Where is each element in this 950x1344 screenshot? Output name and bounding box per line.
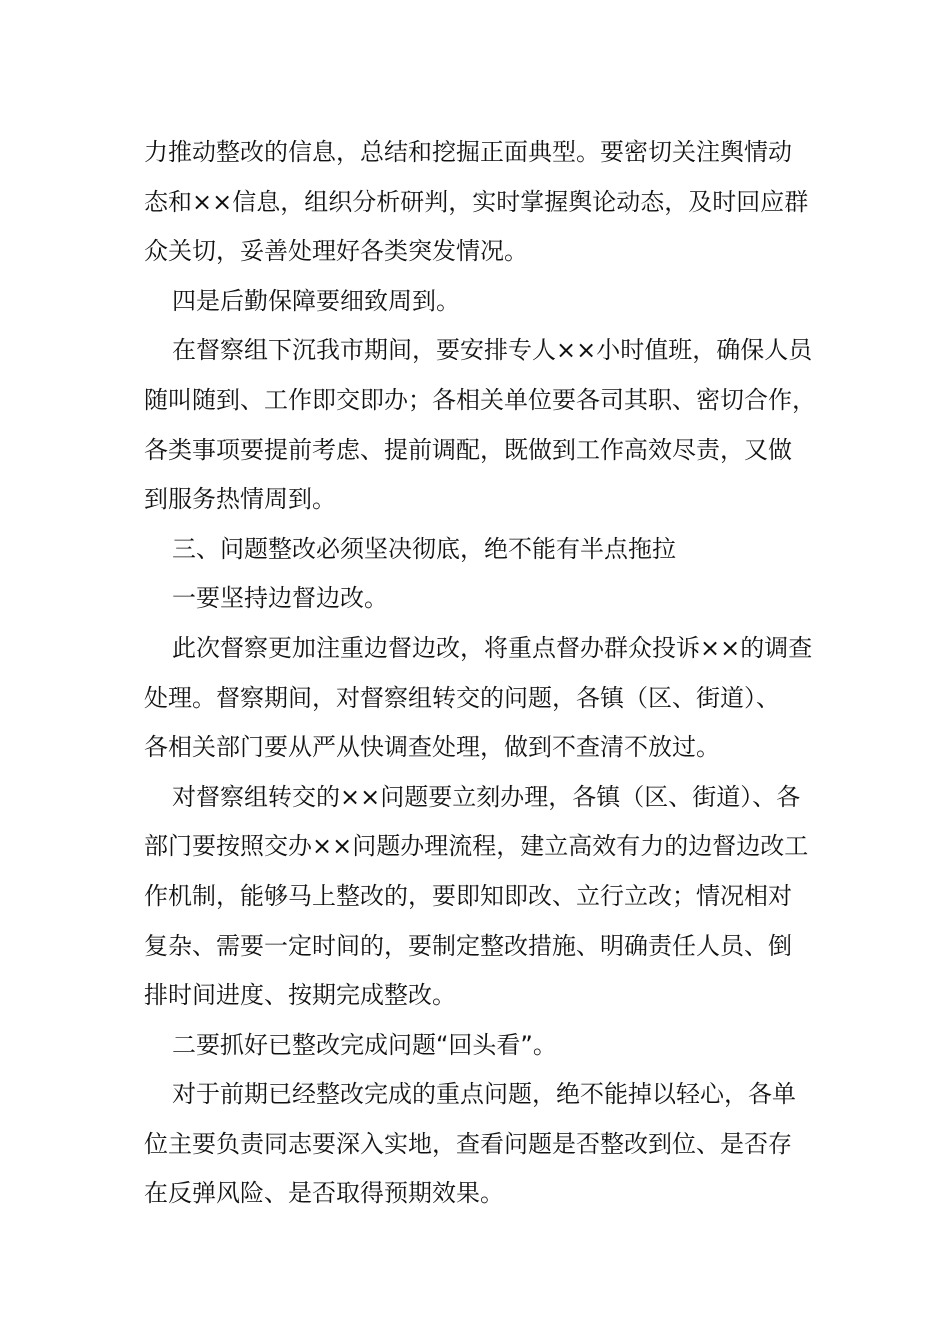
text-line-9: 三、问题整改必须坚决彻底，绝不能有半点拖拉 xyxy=(172,534,676,563)
text-line-18: 排时间进度、按期完成整改。 xyxy=(144,981,456,1010)
text-line-17: 复杂、需要一定时间的，要制定整改措施、明确责任人员、倒 xyxy=(144,931,792,960)
document-body xyxy=(144,128,819,1219)
text-line-12: 处理。督察期间，对督察组转交的问题，各镇（区、街道）、 xyxy=(144,683,780,712)
text-line-21: 位主要负责同志要深入实地，查看问题是否整改到位、是否存 xyxy=(144,1129,792,1158)
text-line-20: 对于前期已经整改完成的重点问题，绝不能掉以轻心，各单 xyxy=(172,1080,796,1109)
text-line-22: 在反弹风险、是否取得预期效果。 xyxy=(144,1179,504,1208)
text-line-14: 对督察组转交的××问题要立刻办理，各镇（区、街道）、各 xyxy=(172,782,801,811)
text-line-3: 众关切，妥善处理好各类突发情况。 xyxy=(144,237,528,266)
text-line-13: 各相关部门要从严从快调查处理，做到不查清不放过。 xyxy=(144,733,720,762)
text-line-8: 到服务热情周到。 xyxy=(144,485,336,514)
text-line-16: 作机制，能够马上整改的，要即知即改、立行立改；情况相对 xyxy=(144,881,792,910)
text-line-19: 二要抓好已整改完成问题“回头看”。 xyxy=(172,1030,557,1059)
text-line-15: 部门要按照交办××问题办理流程，建立高效有力的边督边改工 xyxy=(144,832,809,861)
text-line-11: 此次督察更加注重边督边改，将重点督办群众投诉××的调查 xyxy=(172,633,813,662)
text-line-6: 随叫随到、工作即交即办；各相关单位要各司其职、密切合作， xyxy=(144,385,816,414)
text-line-10: 一要坚持边督边改。 xyxy=(172,584,388,613)
text-line-7: 各类事项要提前考虑、提前调配，既做到工作高效尽责，又做 xyxy=(144,435,792,464)
text-line-1: 力推动整改的信息，总结和挖掘正面典型。要密切关注舆情动 xyxy=(144,138,792,166)
text-line-2: 态和××信息，组织分析研判，实时掌握舆论动态，及时回应群 xyxy=(144,187,809,216)
text-line-4: 四是后勤保障要细致周到。 xyxy=(172,286,460,315)
text-line-5: 在督察组下沉我市期间，要安排专人××小时值班，确保人员 xyxy=(172,336,813,365)
